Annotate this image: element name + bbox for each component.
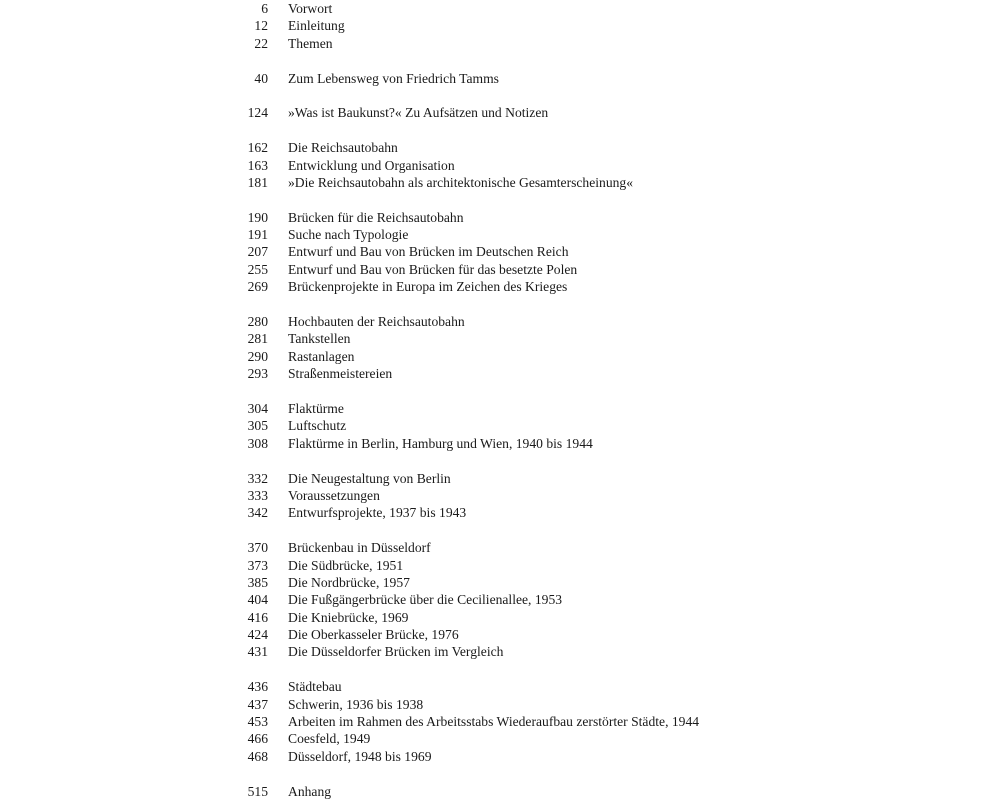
toc-page-number: 163 (247, 157, 268, 173)
toc-entry-title: Straßenmeistereien (288, 366, 393, 382)
toc-page-number: 515 (247, 783, 268, 799)
toc-page-number: 466 (247, 731, 268, 747)
toc-entry-title: Voraussetzungen (288, 487, 380, 503)
toc-entry[interactable] (0, 104, 1000, 121)
toc-entry[interactable] (0, 243, 1000, 260)
toc-entry-title: Brückenbau in Düsseldorf (288, 540, 431, 556)
section-gap (0, 52, 1000, 69)
toc-entry-title: Themen (288, 35, 333, 51)
toc-entry[interactable] (0, 678, 1000, 695)
toc-entry[interactable] (0, 557, 1000, 574)
toc-entry-title: Luftschutz (288, 418, 347, 434)
toc-page-number: 385 (247, 574, 268, 590)
section-gap (0, 765, 1000, 782)
toc-page-number: 332 (247, 470, 268, 486)
toc-entry[interactable] (0, 330, 1000, 347)
toc-entry-title: Einleitung (288, 18, 345, 34)
toc-page-number: 281 (247, 331, 268, 347)
toc-entry[interactable] (0, 435, 1000, 452)
toc-section (0, 313, 1000, 383)
toc-entry[interactable] (0, 226, 1000, 243)
toc-page-number: 40 (254, 70, 268, 86)
toc-page-number: 424 (247, 627, 268, 643)
toc-entry-title: Suche nach Typologie (288, 227, 409, 243)
toc-entry-title: Entwurf und Bau von Brücken für das besetzte Polen (288, 261, 578, 277)
toc-entry-title: Entwicklung und Organisation (288, 157, 455, 173)
toc-entry[interactable] (0, 539, 1000, 556)
toc-entry[interactable] (0, 417, 1000, 434)
toc-page-number: 333 (247, 487, 268, 503)
toc-section (0, 139, 1000, 191)
toc-page-number: 191 (247, 227, 268, 243)
toc-entry-title: Brückenprojekte in Europa im Zeichen des Krieges (288, 279, 568, 295)
toc-entry-title: »Was ist Baukunst?« Zu Aufsätzen und Notizen (288, 105, 549, 121)
toc-entry[interactable] (0, 209, 1000, 226)
toc-entry-title: Schwerin, 1936 bis 1938 (288, 696, 424, 712)
toc-entry-title: Rastanlagen (288, 348, 355, 364)
toc-entry[interactable] (0, 400, 1000, 417)
toc-entry[interactable] (0, 174, 1000, 191)
toc-entry[interactable] (0, 626, 1000, 643)
toc-entry[interactable] (0, 35, 1000, 52)
toc-entry-title: Die Neugestaltung von Berlin (288, 470, 451, 486)
toc-section (0, 539, 1000, 661)
toc-entry-title: Städtebau (288, 679, 342, 695)
toc-entry-title: Entwurf und Bau von Brücken im Deutschen Reich (288, 244, 569, 260)
toc-entry[interactable] (0, 0, 1000, 17)
toc-entry-title: Die Düsseldorfer Brücken im Vergleich (288, 644, 504, 660)
toc-page-number: 290 (247, 348, 268, 364)
toc-entry[interactable] (0, 696, 1000, 713)
toc-entry[interactable] (0, 783, 1000, 800)
toc-entry-title: Entwurfsprojekte, 1937 bis 1943 (288, 505, 467, 521)
toc-entry-title: Arbeiten im Rahmen des Arbeitsstabs Wiederaufbau zerstörter Städte, 1944 (288, 714, 700, 730)
toc-page-number: 12 (254, 18, 268, 34)
toc-entry-title: Die Kniebrücke, 1969 (288, 609, 409, 625)
toc-entry-title: Zum Lebensweg von Friedrich Tamms (288, 70, 499, 86)
toc-entry[interactable] (0, 348, 1000, 365)
toc-page-number: 308 (247, 435, 268, 451)
toc-entry-title: Tankstellen (288, 331, 351, 347)
toc-page-number: 404 (247, 592, 268, 608)
toc-entry[interactable] (0, 609, 1000, 626)
toc-entry[interactable] (0, 748, 1000, 765)
toc-page-number: 453 (247, 714, 268, 730)
toc-page-number: 269 (247, 279, 268, 295)
section-gap (0, 383, 1000, 400)
toc-page-number: 305 (247, 418, 268, 434)
toc-entry[interactable] (0, 365, 1000, 382)
toc-entry[interactable] (0, 139, 1000, 156)
toc-page-number: 6 (261, 1, 268, 16)
toc-entry[interactable] (0, 261, 1000, 278)
section-gap (0, 522, 1000, 539)
toc-entry-title: Die Reichsautobahn (288, 140, 398, 156)
toc-page-number: 181 (247, 174, 268, 190)
toc-entry[interactable] (0, 574, 1000, 591)
toc-entry-title: Brücken für die Reichsautobahn (288, 209, 464, 225)
toc-page-number: 373 (247, 557, 268, 573)
toc-entry[interactable] (0, 17, 1000, 34)
toc-page-number: 431 (247, 644, 268, 660)
toc-page-number: 342 (247, 505, 268, 521)
toc-page-number: 293 (247, 366, 268, 382)
toc-entry-title: Die Fußgängerbrücke über die Cecilienallee, 1953 (288, 592, 563, 608)
toc-entry-title: Düsseldorf, 1948 bis 1969 (288, 748, 432, 764)
toc-section (0, 400, 1000, 452)
section-gap (0, 191, 1000, 208)
toc-entry[interactable] (0, 157, 1000, 174)
section-gap (0, 452, 1000, 469)
toc-entry[interactable] (0, 643, 1000, 660)
toc-entry[interactable] (0, 730, 1000, 747)
toc-entry-title: Die Oberkasseler Brücke, 1976 (288, 627, 459, 643)
toc-page-number: 436 (247, 679, 268, 695)
toc-section (0, 470, 1000, 522)
toc-entry-title: Flaktürme (288, 400, 344, 416)
section-gap (0, 296, 1000, 313)
toc-page-number: 437 (247, 696, 268, 712)
toc-page-number: 207 (247, 244, 268, 260)
section-gap (0, 661, 1000, 678)
toc-entry-title: Die Nordbrücke, 1957 (288, 574, 410, 590)
toc-entry[interactable] (0, 278, 1000, 295)
toc-entry[interactable] (0, 70, 1000, 87)
toc-page-number: 124 (247, 105, 268, 121)
toc-section (0, 678, 1000, 765)
toc-page-number: 190 (247, 209, 268, 225)
toc-entry-title: Die Südbrücke, 1951 (288, 557, 404, 573)
toc-page-number: 416 (247, 609, 268, 625)
toc-entry-title: Flaktürme in Berlin, Hamburg und Wien, 1940 bis 1944 (288, 435, 593, 451)
toc-section (0, 209, 1000, 296)
toc-entry-title: Vorwort (288, 1, 333, 16)
section-gap (0, 87, 1000, 104)
section-gap (0, 122, 1000, 139)
toc-entry-title: Coesfeld, 1949 (288, 731, 371, 747)
toc-section (0, 104, 1000, 121)
toc-entry[interactable] (0, 470, 1000, 487)
toc-entry-title: »Die Reichsautobahn als architektonische Gesamterscheinung« (288, 174, 634, 190)
toc-entry-title: Anhang (288, 783, 332, 799)
toc-page-number: 162 (247, 140, 268, 156)
toc-entry[interactable] (0, 504, 1000, 521)
toc-page-number: 22 (254, 35, 268, 51)
toc-page-number: 468 (247, 748, 268, 764)
toc-page-number: 255 (247, 261, 268, 277)
toc-section (0, 70, 1000, 87)
toc-entry[interactable] (0, 713, 1000, 730)
toc-page-number: 370 (247, 540, 268, 556)
toc-page-number: 280 (247, 314, 268, 330)
toc-page-number: 304 (247, 400, 268, 416)
toc-section (0, 783, 1000, 800)
toc-section (0, 0, 1000, 52)
toc-entry-title: Hochbauten der Reichsautobahn (288, 314, 465, 330)
toc-entry[interactable] (0, 313, 1000, 330)
toc-entry[interactable] (0, 487, 1000, 504)
toc-entry[interactable] (0, 591, 1000, 608)
